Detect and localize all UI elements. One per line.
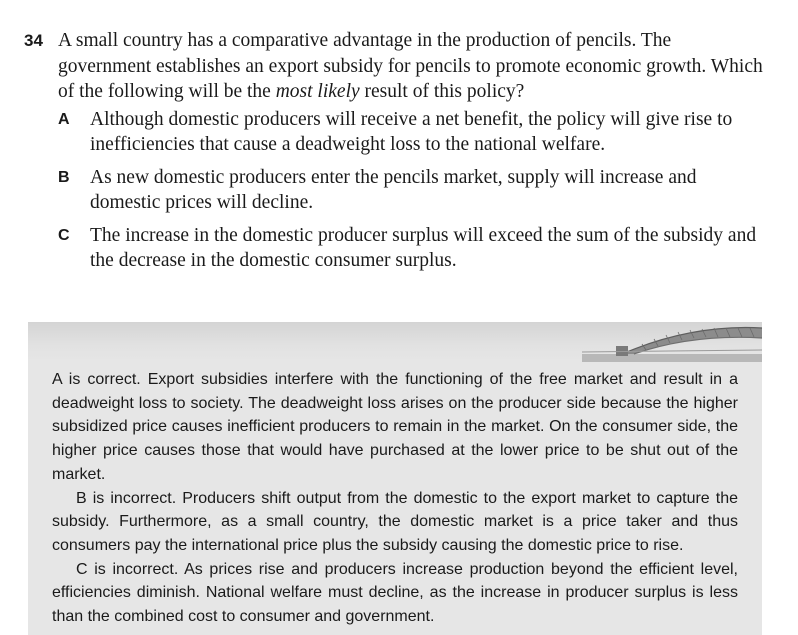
question-block bbox=[24, 28, 764, 281]
option-b bbox=[58, 165, 764, 216]
question-text-start: A small country has a comparative advantage in the production of pencils. The government establishes an export subsidy for pencils to promote economic growth. Which of the following will be the bbox=[58, 30, 763, 102]
option-text: The increase in the domestic producer surplus will exceed the sum of the subsidy and the decrease in the domestic consumer surplus. bbox=[90, 224, 757, 271]
answer-options bbox=[58, 107, 764, 274]
explanation-paragraph: C is incorrect. As prices rise and producers increase production beyond the efficient level, efficiencies diminish. National welfare must decline, as the increase in producer surplus is less than the combined cost to consumer and government. bbox=[52, 560, 738, 626]
option-text: As new domestic producers enter the pencils market, supply will increase and domestic prices will decline. bbox=[90, 166, 697, 213]
explanation-paragraph: A is correct. Export subsidies interfere with the functioning of the free market and result in a deadweight loss to society. The deadweight loss arises on the producer side because the higher subsidized price causes inefficient producers to remain in the market. On the consumer side, the higher price causes those that would have purchased at the lower price to be shut out of the market. bbox=[52, 371, 738, 483]
option-a bbox=[58, 107, 764, 158]
bridge-illustration bbox=[582, 322, 762, 362]
option-c bbox=[58, 223, 764, 274]
option-text: Although domestic producers will receive a net benefit, the policy will give rise to inefficiencies that cause a deadweight loss to the national welfare. bbox=[90, 108, 733, 155]
answer-explanation-text bbox=[28, 362, 762, 629]
explanation-paragraph: B is incorrect. Producers shift output from the domestic to the export market to capture the subsidy. Furthermore, as a small country, the domestic market is a price taker and thus consumers pay the international price plus the subsidy causing the domestic price to rise. bbox=[52, 489, 738, 554]
option-letter: A bbox=[58, 110, 70, 128]
option-letter: C bbox=[58, 226, 70, 244]
question-text bbox=[58, 28, 764, 105]
question-number: 34 bbox=[24, 31, 43, 50]
question-text-end: result of this policy? bbox=[359, 81, 525, 102]
answer-explanation-box bbox=[28, 322, 762, 635]
option-letter: B bbox=[58, 168, 70, 186]
answer-header-banner bbox=[28, 322, 762, 362]
question-stem bbox=[24, 28, 764, 105]
question-text-emphasis: most likely bbox=[275, 81, 360, 102]
